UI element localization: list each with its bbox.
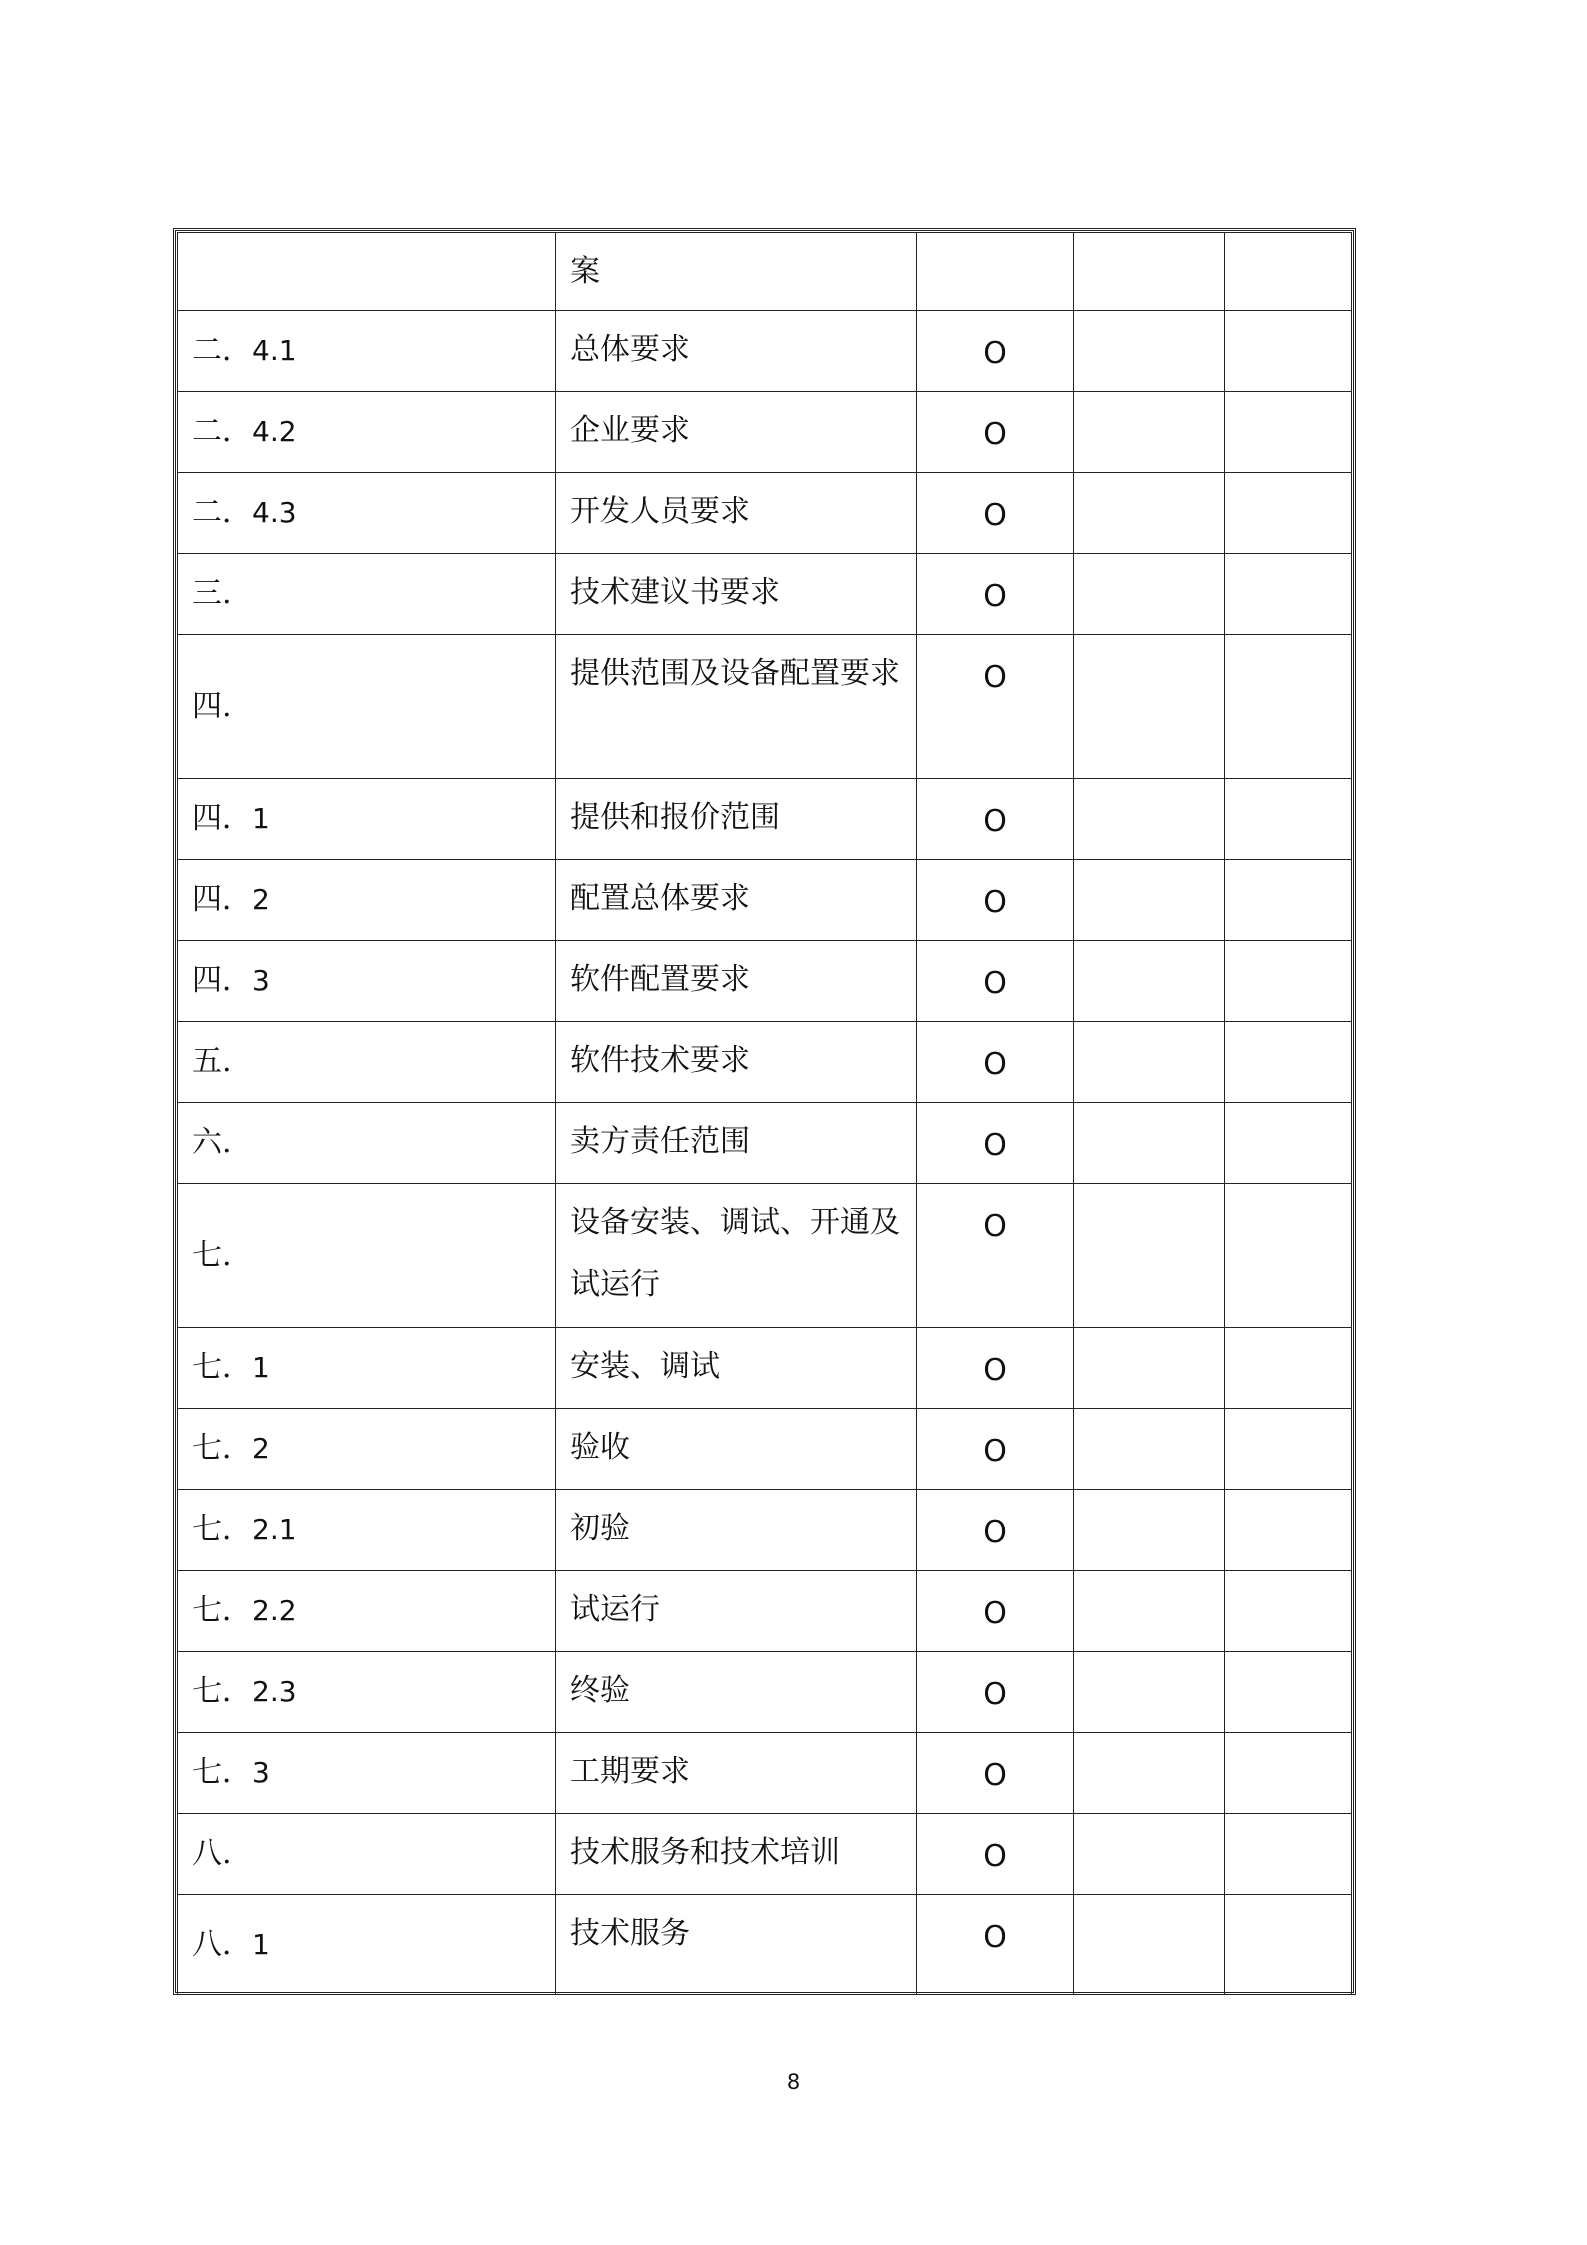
table-row (178, 860, 1352, 941)
response-mark-cell: O (917, 1490, 1074, 1571)
section-title: 总体要求 (570, 332, 690, 367)
empty-cell (1225, 1814, 1352, 1895)
empty-cell (1074, 1490, 1225, 1571)
empty-cell (1074, 1652, 1225, 1733)
empty-cell (1074, 1328, 1225, 1409)
section-number-cell (178, 554, 556, 635)
response-mark-cell: O (917, 1328, 1074, 1409)
empty-cell (1225, 554, 1352, 635)
section-number-cell (178, 1103, 556, 1184)
section-number-prefix: 六. (192, 1125, 232, 1160)
section-title: 安装、调试 (570, 1349, 720, 1384)
section-number-prefix: 二． (192, 495, 252, 530)
table-row (178, 1571, 1352, 1652)
table-row (178, 635, 1352, 779)
section-number-digits: 4.3 (252, 496, 297, 529)
empty-cell (1225, 1022, 1352, 1103)
section-title: 试运行 (570, 1592, 660, 1627)
section-number-cell (178, 1652, 556, 1733)
table-row (178, 1814, 1352, 1895)
response-mark-cell: O (917, 1022, 1074, 1103)
section-number-prefix: 二． (192, 333, 252, 368)
section-title-cell (556, 1490, 917, 1571)
response-mark-cell: O (917, 554, 1074, 635)
section-title-cell (556, 392, 917, 473)
section-number-cell (178, 1571, 556, 1652)
section-number-digits: 3 (252, 1756, 270, 1789)
section-title: 软件技术要求 (570, 1043, 750, 1078)
empty-cell (1225, 1103, 1352, 1184)
response-mark-cell: O (917, 1895, 1074, 1995)
section-title-cell (556, 1733, 917, 1814)
table-row (178, 1733, 1352, 1814)
empty-cell (1225, 1895, 1352, 1995)
section-title: 软件配置要求 (570, 962, 750, 997)
empty-cell (1225, 1652, 1352, 1733)
empty-cell (1225, 1184, 1352, 1328)
empty-cell (1225, 779, 1352, 860)
checklist-table-body (178, 233, 1352, 1995)
empty-cell (1074, 941, 1225, 1022)
section-number-digits: 1 (252, 1351, 270, 1384)
section-title-cell (556, 554, 917, 635)
section-number-prefix: 七． (192, 1593, 252, 1628)
section-title-cell (556, 1184, 917, 1328)
empty-cell (1225, 392, 1352, 473)
section-number-digits: 4.2 (252, 415, 297, 448)
table-row (178, 392, 1352, 473)
section-number-cell (178, 941, 556, 1022)
empty-cell (1074, 1022, 1225, 1103)
section-title: 卖方责任范围 (570, 1124, 750, 1159)
empty-cell (1225, 635, 1352, 779)
table-row (178, 941, 1352, 1022)
section-number-prefix: 七． (192, 1674, 252, 1709)
section-number-digits: 2 (252, 1432, 270, 1465)
table-row (178, 1184, 1352, 1328)
section-title-cell (556, 1409, 917, 1490)
section-title-cell (556, 1022, 917, 1103)
section-number-digits: 2.1 (252, 1513, 297, 1546)
response-mark-cell: O (917, 392, 1074, 473)
section-title-cell (556, 233, 917, 311)
section-number-prefix: 五. (192, 1044, 232, 1079)
response-mark-cell: O (917, 779, 1074, 860)
table-row (178, 1409, 1352, 1490)
section-number-prefix: 八． (192, 1926, 252, 1962)
empty-cell (1074, 779, 1225, 860)
section-title: 初验 (570, 1511, 630, 1546)
section-title: 工期要求 (570, 1754, 690, 1789)
section-title-cell (556, 311, 917, 392)
section-number-prefix: 四． (192, 801, 252, 836)
section-title-cell (556, 1103, 917, 1184)
empty-cell (1074, 860, 1225, 941)
section-number-digits: 2.2 (252, 1594, 297, 1627)
section-number-cell (178, 311, 556, 392)
table-row (178, 1103, 1352, 1184)
response-mark-cell: O (917, 635, 1074, 779)
response-mark-cell: O (917, 860, 1074, 941)
section-number-cell (178, 473, 556, 554)
section-title-cell (556, 1652, 917, 1733)
empty-cell (1074, 1184, 1225, 1328)
table-row (178, 1328, 1352, 1409)
section-number-digits: 4.1 (252, 334, 297, 367)
checklist-table (177, 232, 1352, 1995)
section-title: 案 (570, 254, 600, 289)
section-number-digits: 1 (252, 1927, 270, 1961)
empty-cell (1074, 311, 1225, 392)
response-mark-cell: O (917, 1571, 1074, 1652)
section-number-digits: 1 (252, 802, 270, 835)
response-mark-cell: O (917, 1814, 1074, 1895)
section-title: 配置总体要求 (570, 881, 750, 916)
section-title-cell (556, 860, 917, 941)
table-row (178, 779, 1352, 860)
section-title-cell (556, 1814, 917, 1895)
section-number-cell (178, 392, 556, 473)
section-number-prefix: 二． (192, 414, 252, 449)
empty-cell (1074, 1895, 1225, 1995)
empty-cell (1225, 473, 1352, 554)
empty-cell (1225, 1328, 1352, 1409)
empty-cell (1225, 1490, 1352, 1571)
section-number-cell (178, 1814, 556, 1895)
section-number-prefix: 七． (192, 1431, 252, 1466)
empty-cell (1225, 233, 1352, 311)
section-title-cell (556, 1571, 917, 1652)
empty-cell (1074, 1409, 1225, 1490)
table-row (178, 1490, 1352, 1571)
response-mark-cell: O (917, 473, 1074, 554)
empty-cell (1074, 473, 1225, 554)
response-mark-cell: O (917, 1103, 1074, 1184)
section-number-prefix: 三. (192, 576, 232, 611)
empty-cell (1225, 1409, 1352, 1490)
section-number-digits: 2 (252, 883, 270, 916)
empty-cell (1074, 554, 1225, 635)
section-title-cell (556, 1328, 917, 1409)
section-title: 企业要求 (570, 413, 690, 448)
empty-cell (1074, 635, 1225, 779)
empty-cell (1074, 1814, 1225, 1895)
empty-cell (1225, 941, 1352, 1022)
table-row (178, 554, 1352, 635)
empty-cell (1074, 1103, 1225, 1184)
section-number-cell (178, 1490, 556, 1571)
section-title: 技术服务 (570, 1916, 690, 1951)
empty-cell (1074, 233, 1225, 311)
table-row (178, 311, 1352, 392)
section-number-prefix: 七． (192, 1512, 252, 1547)
section-number-prefix: 八. (192, 1836, 232, 1871)
section-title: 设备安装、调试、开通及试运行 (570, 1205, 900, 1302)
section-title: 开发人员要求 (570, 494, 750, 529)
checklist-table-frame (173, 228, 1356, 1995)
empty-cell (1074, 1571, 1225, 1652)
section-number-cell (178, 635, 556, 779)
section-title-cell (556, 941, 917, 1022)
response-mark-cell: O (917, 1409, 1074, 1490)
section-title-cell (556, 779, 917, 860)
table-row (178, 1895, 1352, 1995)
empty-cell (1225, 1733, 1352, 1814)
response-mark-cell (917, 233, 1074, 311)
table-row (178, 473, 1352, 554)
empty-cell (1074, 1733, 1225, 1814)
table-row (178, 1652, 1352, 1733)
section-number-cell (178, 1184, 556, 1328)
section-number-cell (178, 1022, 556, 1103)
section-number-prefix: 七． (192, 1755, 252, 1790)
section-title: 提供范围及设备配置要求 (570, 656, 900, 691)
response-mark-cell: O (917, 1184, 1074, 1328)
section-title: 提供和报价范围 (570, 800, 780, 835)
section-number-prefix: 四． (192, 963, 252, 998)
section-number-digits: 2.3 (252, 1675, 297, 1708)
section-title: 技术建议书要求 (570, 575, 780, 610)
empty-cell (1225, 1571, 1352, 1652)
empty-cell (1225, 311, 1352, 392)
section-title-cell (556, 1895, 917, 1995)
response-mark-cell: O (917, 1652, 1074, 1733)
table-row (178, 1022, 1352, 1103)
table-row (178, 233, 1352, 311)
section-number-cell (178, 860, 556, 941)
section-number-digits: 3 (252, 964, 270, 997)
section-number-cell (178, 1409, 556, 1490)
section-title-cell (556, 473, 917, 554)
response-mark-cell: O (917, 1733, 1074, 1814)
section-title: 验收 (570, 1430, 630, 1465)
page-number: 8 (786, 2070, 801, 2094)
response-mark-cell: O (917, 311, 1074, 392)
empty-cell (1074, 392, 1225, 473)
section-number-cell (178, 1328, 556, 1409)
section-number-prefix: 七. (192, 1237, 232, 1273)
section-number-cell (178, 1733, 556, 1814)
section-title-cell (556, 635, 917, 779)
empty-cell (1225, 860, 1352, 941)
section-number-cell (178, 1895, 556, 1995)
section-number-prefix: 四. (192, 688, 232, 724)
response-mark-cell: O (917, 941, 1074, 1022)
section-title: 终验 (570, 1673, 630, 1708)
section-number-prefix: 四． (192, 882, 252, 917)
section-title: 技术服务和技术培训 (570, 1835, 840, 1870)
section-number-cell (178, 233, 556, 311)
section-number-prefix: 七． (192, 1350, 252, 1385)
section-number-cell (178, 779, 556, 860)
